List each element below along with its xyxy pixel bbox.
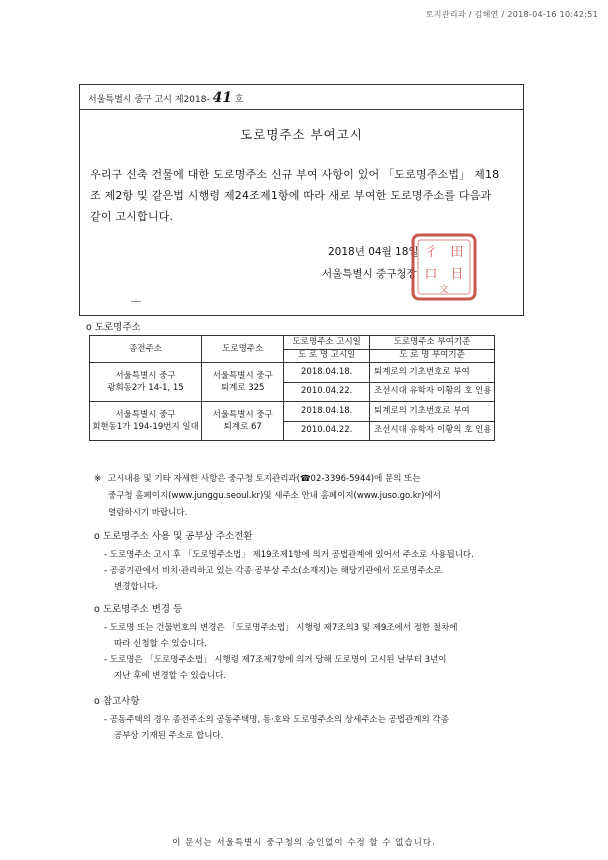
- notice-date: 2018년 04월 18일: [328, 246, 419, 258]
- decorative-dash: [131, 301, 141, 302]
- road-address-cell: [201, 402, 283, 441]
- old-address-line1: 서울특별시 중구: [115, 410, 176, 420]
- section-use: [94, 529, 524, 595]
- list-item-continued: 따라 신청할 수 있습니다.: [114, 639, 207, 649]
- old-address-line1: 서울특별시 중구: [115, 371, 176, 381]
- header-road-address: 도로명주소: [201, 336, 283, 363]
- note-line1: [94, 471, 514, 488]
- road-address-line2: 퇴계로 67: [223, 422, 262, 432]
- note-text1: 고시내용 및 기타 자세한 사항은 중구청 토지관리과(☎02-3396-5944)에 문의 또는: [108, 474, 421, 484]
- print-stamp: 토지관리과 / 김혜연 / 2018-04-16 10:42:51: [425, 10, 598, 19]
- old-address-cell: [90, 363, 202, 402]
- subheader-basis: 도 로 명 부여기준: [370, 349, 495, 363]
- road-address-line2: 퇴계로 325: [220, 383, 265, 393]
- notice-box: [79, 84, 524, 316]
- notice-date-cell: 2018.04.18.: [284, 363, 370, 383]
- note-line2: 중구청 홈페이지(www.junggu.seoul.kr)및 새주소 안내 홈페이지(www.juso.go.kr)에서: [108, 491, 441, 501]
- basis-cell: 퇴계로의 기초번호로 부여: [370, 402, 495, 422]
- official-seal-icon: [409, 232, 479, 302]
- list-item: - 도로명 또는 건물번호의 변경은 「도로명주소법」 시행령 제7조의3 및 제9조에서 정한 절차에: [104, 623, 458, 633]
- document-footer: 이 문서는 서울특별시 중구청의 승인없이 수정 할 수 없습니다.: [172, 838, 436, 848]
- list-item-continued: 변경합니다.: [114, 582, 158, 592]
- header-notice-date: 도로명주소 고시일: [284, 336, 370, 350]
- seal-glyph-2: ⽥: [450, 245, 464, 260]
- list-item: - 도로명은 「도로명주소법」 시행령 제7조제7항에 의거 당해 도로명이 고시된 날부터 3년이: [104, 655, 447, 665]
- list-item: - 공공기관에서 비치·관리하고 있는 각종 공부상 주소(소재지)는 해당기관에서 도로명주소로: [104, 566, 442, 576]
- seal-glyph-4: ⽇: [450, 267, 464, 282]
- old-address-cell: [90, 402, 202, 441]
- notice-number-line: [88, 90, 244, 106]
- header-divider: [80, 109, 523, 110]
- road-address-line1: 서울특별시 중구: [212, 371, 273, 381]
- table-row: [90, 402, 495, 422]
- road-name-basis-cell: 조선시대 유학자 이황의 호 인용: [370, 421, 495, 441]
- road-name-date-cell: 2010.04.22.: [284, 382, 370, 402]
- notice-title: 도로명주소 부여고시: [240, 127, 363, 142]
- inquiry-note: [94, 471, 514, 522]
- notice-intro: 우리구 신축 건물에 대한 도로명주소 신규 부여 사항이 있어 「도로명주소법」 제18조 제2항 및 같은법 시행령 제24조제1항에 따라 새로 부여한 도로명주소를 다음과 같이 고시합니다.: [90, 168, 500, 223]
- note-line3: 열람하시기 바랍니다.: [108, 508, 188, 518]
- road-name-basis-cell: 조선시대 유학자 이황의 호 인용: [370, 382, 495, 402]
- old-address-line2: 회현동1가 194-19번지 일대: [92, 422, 199, 432]
- road-address-line1: 서울특별시 중구: [212, 410, 273, 420]
- table-header-row: [90, 336, 495, 350]
- notice-issuer: 서울특별시 중구청장: [322, 268, 417, 280]
- header-old-address: 종전주소: [90, 336, 202, 363]
- seal-glyph-1: ⼻: [424, 245, 438, 260]
- notice-prefix: 서울특별시 중구 고시 제2018-: [88, 95, 210, 105]
- table-row: [90, 363, 495, 383]
- note-mark: ※: [94, 474, 102, 484]
- notice-suffix: 호: [234, 95, 244, 105]
- section-use-heading: o 도로명주소 사용 및 공부상 주소전환: [94, 531, 253, 542]
- basis-cell: 퇴계로의 기초번호로 부여: [370, 363, 495, 383]
- section-reference: [94, 694, 524, 744]
- section-change-heading: o 도로명주소 변경 등: [94, 604, 183, 615]
- road-name-date-cell: 2010.04.22.: [284, 421, 370, 441]
- section-reference-heading: o 참고사항: [94, 696, 140, 707]
- list-item-continued: 지난 후에 변경할 수 있습니다.: [114, 671, 227, 681]
- section-road-heading: o 도로명주소: [86, 322, 141, 333]
- section-change: [94, 602, 524, 684]
- list-item-continued: 공부상 기재된 주소로 합니다.: [114, 731, 224, 741]
- seal-glyph-5: ⽂: [439, 285, 449, 295]
- road-address-cell: [201, 363, 283, 402]
- subheader-notice-date: 도 로 명 고시일: [284, 349, 370, 363]
- seal-glyph-3: ⼝: [424, 267, 438, 282]
- list-item: - 공동주택의 경우 종전주소의 공동주택명, 동·호와 도로명주소의 상세주소는 공법관계의 각종: [104, 715, 449, 725]
- header-basis: 도로명주소 부여기준: [370, 336, 495, 350]
- old-address-line2: 광희동2가 14-1, 15: [107, 383, 184, 393]
- list-item: - 도로명주소 고시 후 「도로명주소법」 제19조제1항에 의거 공법관계에 있어서 주소로 사용됩니다.: [104, 550, 474, 560]
- road-address-table: [89, 335, 495, 441]
- notice-date-cell: 2018.04.18.: [284, 402, 370, 422]
- handwritten-number: 41: [212, 90, 233, 106]
